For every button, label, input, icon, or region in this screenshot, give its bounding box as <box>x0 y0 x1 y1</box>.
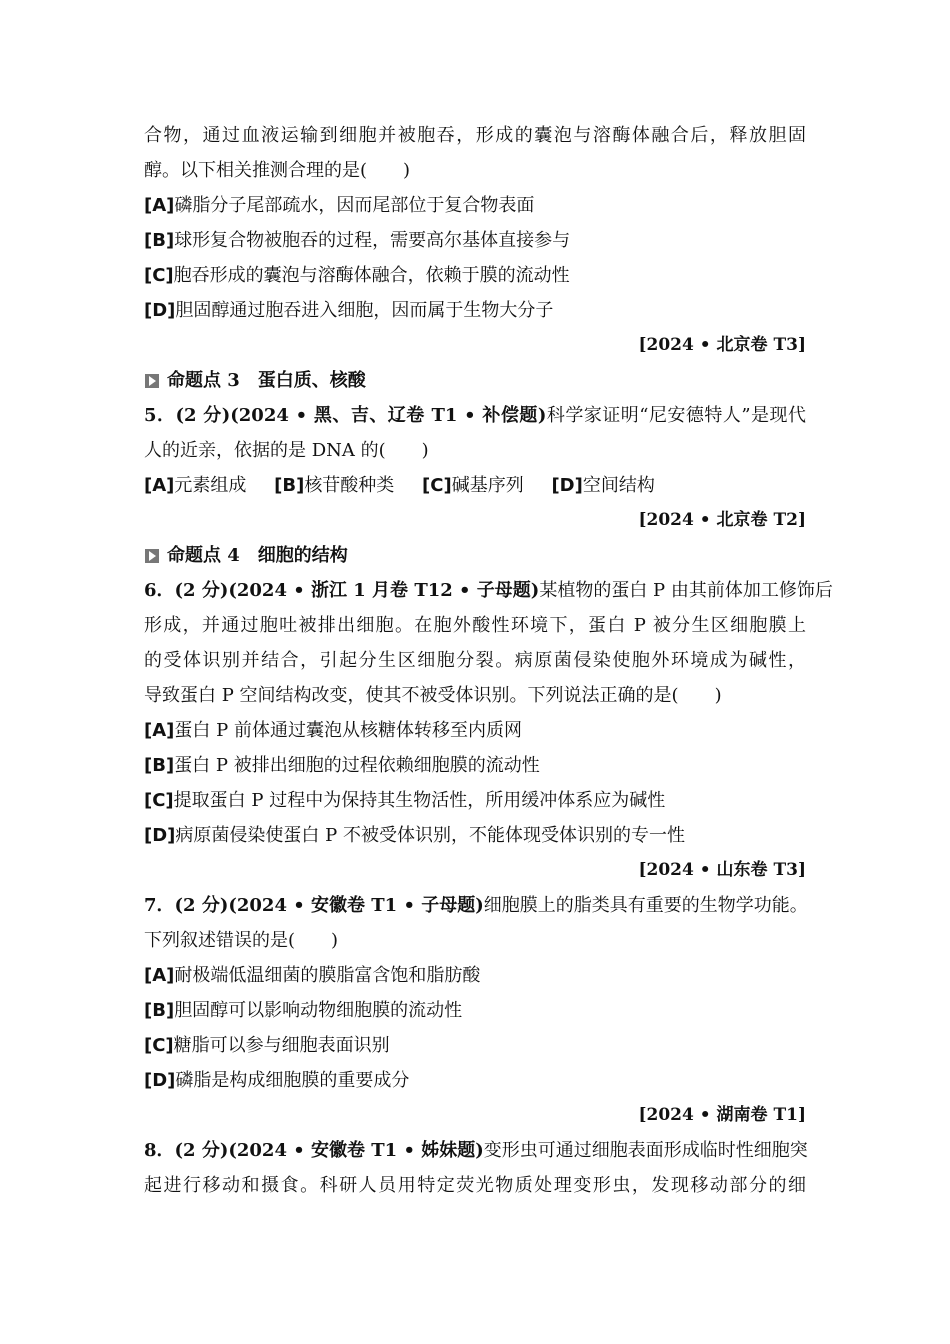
section-heading-3 <box>144 363 806 398</box>
option-text: 蛋白 P 前体通过囊泡从核糖体转移至内质网 <box>174 720 522 741</box>
q4-stem-line: 醇。以下相关推测合理的是( ) <box>144 160 411 181</box>
option-label: [B] <box>144 755 175 776</box>
option-label: [D] <box>144 825 176 846</box>
q5-options-row <box>144 468 806 503</box>
q6-head: 6．(2 分)(2024 • 浙江 1 月卷 T12 • 子母题) <box>144 580 540 601</box>
q7-stem-line <box>144 888 806 923</box>
q4-option-d[interactable] <box>144 293 806 328</box>
q6-option-b[interactable] <box>144 748 806 783</box>
q4-option-b[interactable] <box>144 223 806 258</box>
q8-stem: 变形虫可通过细胞表面形成临时性细胞突 <box>483 1140 808 1161</box>
option-text: 蛋白 P 被排出细胞的过程依赖细胞膜的流动性 <box>174 755 540 776</box>
section-heading-4 <box>144 538 806 573</box>
q6-option-a[interactable] <box>144 713 806 748</box>
q7-stem-line: 下列叙述错误的是( ) <box>144 930 339 951</box>
q4-option-c[interactable] <box>144 258 806 293</box>
play-triangle-icon <box>145 549 159 563</box>
option-text: 磷脂是构成细胞膜的重要成分 <box>175 1070 410 1091</box>
document-page <box>144 118 833 1203</box>
q6-stem: 某植物的蛋白 P 由其前体加工修饰后 <box>539 580 833 601</box>
q4-source: [2024 • 北京卷 T3] <box>638 335 806 355</box>
option-text: 球形复合物被胞吞的过程，需要高尔基体直接参与 <box>174 230 571 251</box>
q6-stem-line <box>144 573 833 608</box>
option-label: [C] <box>144 265 174 286</box>
option-label: [D] <box>144 300 176 321</box>
option-label: [A] <box>144 720 175 741</box>
q7-option-d[interactable] <box>144 1063 806 1098</box>
q5-stem-line: 人的近亲，依据的是 DNA 的( ) <box>144 440 429 461</box>
option-text: 糖脂可以参与细胞表面识别 <box>173 1035 390 1056</box>
option-text: 胆固醇可以影响动物细胞膜的流动性 <box>174 1000 463 1021</box>
q6-stem-line: 的受体识别并结合，引起分生区细胞分裂。病原菌侵染使胞外环境成为碱性， <box>144 650 806 671</box>
q6-option-c[interactable] <box>144 783 806 818</box>
q6-source: [2024 • 山东卷 T3] <box>638 860 806 880</box>
option-label: [A] <box>144 475 175 496</box>
q8-stem-line <box>144 1133 806 1168</box>
option-text: 核苷酸种类 <box>304 475 395 496</box>
section-title: 蛋白质、核酸 <box>257 370 366 391</box>
q6-stem-line: 导致蛋白 P 空间结构改变，使其不被受体识别。下列说法正确的是( ) <box>144 685 722 706</box>
q5-source: [2024 • 北京卷 T2] <box>638 510 806 530</box>
q5-option-c[interactable] <box>422 475 524 496</box>
q5-stem-line <box>144 398 806 433</box>
option-text: 病原菌侵染使蛋白 P 不被受体识别，不能体现受体识别的专一性 <box>175 825 685 846</box>
option-text: 磷脂分子尾部疏水，因而尾部位于复合物表面 <box>174 195 535 216</box>
section-title: 细胞的结构 <box>257 545 348 566</box>
section-number: 命题点 3 <box>167 370 240 391</box>
option-label: [B] <box>274 475 305 496</box>
q8-head: 8．(2 分)(2024 • 安徽卷 T1 • 姊妹题) <box>144 1140 484 1161</box>
option-label: [B] <box>144 1000 175 1021</box>
q7-stem: 细胞膜上的脂类具有重要的生物学功能。 <box>483 895 808 916</box>
play-triangle-icon <box>145 374 159 388</box>
q6-stem-line: 形成，并通过胞吐被排出细胞。在胞外酸性环境下，蛋白 P 被分生区细胞膜上 <box>144 615 806 636</box>
option-label: [C] <box>144 790 174 811</box>
q6-option-d[interactable] <box>144 818 806 853</box>
option-text: 耐极端低温细菌的膜脂富含饱和脂肪酸 <box>174 965 481 986</box>
option-label: [B] <box>144 230 175 251</box>
option-label: [C] <box>422 475 452 496</box>
q7-option-c[interactable] <box>144 1028 806 1063</box>
q5-head: 5．(2 分)(2024 • 黑、吉、辽卷 T1 • 补偿题) <box>144 405 547 426</box>
q7-option-b[interactable] <box>144 993 806 1028</box>
q5-option-a[interactable] <box>144 475 246 496</box>
option-label: [C] <box>144 1035 174 1056</box>
q7-head: 7．(2 分)(2024 • 安徽卷 T1 • 子母题) <box>144 895 484 916</box>
option-text: 元素组成 <box>174 475 247 496</box>
option-text: 胆固醇通过胞吞进入细胞，因而属于生物大分子 <box>175 300 554 321</box>
option-text: 提取蛋白 P 过程中为保持其生物活性，所用缓冲体系应为碱性 <box>173 790 666 811</box>
q7-source: [2024 • 湖南卷 T1] <box>638 1105 806 1125</box>
section-number: 命题点 4 <box>167 545 240 566</box>
option-label: [A] <box>144 965 175 986</box>
q7-option-a[interactable] <box>144 958 806 993</box>
option-text: 碱基序列 <box>451 475 524 496</box>
option-label: [D] <box>551 475 583 496</box>
option-text: 空间结构 <box>582 475 655 496</box>
q5-option-d[interactable] <box>551 475 654 496</box>
option-label: [A] <box>144 195 175 216</box>
q8-stem-line: 起进行移动和摄食。科研人员用特定荧光物质处理变形虫，发现移动部分的细 <box>144 1175 806 1196</box>
q5-option-b[interactable] <box>274 475 394 496</box>
q4-option-a[interactable] <box>144 188 806 223</box>
q4-stem-line: 合物，通过血液运输到细胞并被胞吞，形成的囊泡与溶酶体融合后，释放胆固 <box>144 125 806 146</box>
option-text: 胞吞形成的囊泡与溶酶体融合，依赖于膜的流动性 <box>173 265 570 286</box>
q5-stem: 科学家证明“尼安德特人”是现代 <box>546 405 806 426</box>
option-label: [D] <box>144 1070 176 1091</box>
